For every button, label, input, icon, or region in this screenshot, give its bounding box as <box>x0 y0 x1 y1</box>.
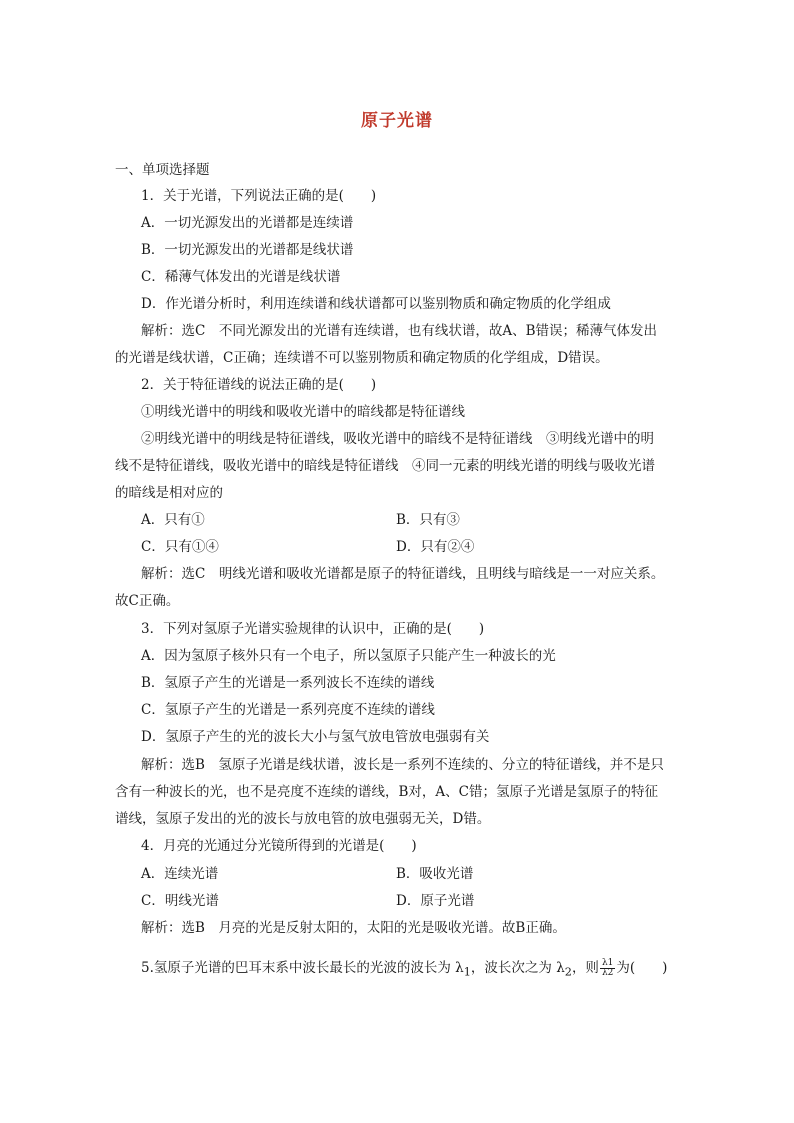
q1-option-b: B．一切光源发出的光谱都是线状谱 <box>141 242 354 258</box>
q1-option-a: A．一切光源发出的光谱都是连续谱 <box>141 215 354 231</box>
page-title: 原子光谱 <box>361 111 433 131</box>
q4-option-c: C．明线光谱 <box>141 893 219 909</box>
q5-subscript-2: 2 <box>564 965 572 979</box>
q5-stem-part-c: ，则 <box>571 960 599 976</box>
q1-answer-line1: 解析：选C 不同光源发出的光谱有连续谱，也有线状谱，故A、B错误；稀薄气体发出 <box>141 323 657 339</box>
q1-answer-line2: 的光谱是线状谱，C正确；连续谱不可以鉴别物质和确定物质的化学组成，D错误。 <box>115 350 609 366</box>
q3-option-b: B．氢原子产生的光谱是一系列波长不连续的谱线 <box>141 675 435 691</box>
q2-statement-2-line3: 的暗线是相对应的 <box>115 485 223 501</box>
q5-fraction <box>600 959 615 978</box>
q5-stem-part-b: ，波长次之为 λ <box>470 960 565 976</box>
q5-stem <box>141 958 686 983</box>
q5-fraction-numerator: λ1 <box>601 958 614 968</box>
q2-option-b: B．只有③ <box>396 512 460 528</box>
section-heading: 一、单项选择题 <box>115 162 210 178</box>
q3-stem: 3．下列对氢原子光谱实验规律的认识中，正确的是( ) <box>141 621 485 637</box>
q5-stem-part-a: 5.氢原子光谱的巴耳末系中波长最长的光波的波长为 λ <box>141 960 464 976</box>
q3-option-a: A．因为氢原子核外只有一个电子，所以氢原子只能产生一种波长的光 <box>141 648 556 664</box>
q1-stem: 1．关于光谱，下列说法正确的是( ) <box>141 188 377 204</box>
q2-option-a: A．只有① <box>141 512 205 528</box>
q4-answer-line1: 解析：选B 月亮的光是反射太阳的，太阳的光是吸收光谱。故B正确。 <box>141 920 566 936</box>
q2-stem: 2．关于特征谱线的说法正确的是( ) <box>141 377 377 393</box>
q2-option-d: D．只有②④ <box>396 539 475 555</box>
q2-answer-line2: 故C正确。 <box>115 593 180 609</box>
q4-stem: 4．月亮的光通过分光镜所得到的光谱是( ) <box>141 838 417 854</box>
q3-option-c: C．氢原子产生的光谱是一系列亮度不连续的谱线 <box>141 702 435 718</box>
q2-statement-2-line2: 线不是特征谱线，吸收光谱中的暗线是特征谱线 ④同一元素的明线光谱的明线与吸收光谱 <box>115 458 655 474</box>
q5-subscript-1: 1 <box>463 965 471 979</box>
q5-fraction-denominator: λ2 <box>601 968 614 978</box>
q2-statement-2-line1: ②明线光谱中的明线是特征谱线，吸收光谱中的暗线不是特征谱线 ③明线光谱中的明 <box>141 431 654 447</box>
q3-option-d: D．氢原子产生的光的波长大小与氢气放电管放电强弱有关 <box>141 729 490 745</box>
q1-option-d: D．作光谱分析时，利用连续谱和线状谱都可以鉴别物质和确定物质的化学组成 <box>141 296 611 312</box>
q2-statement-1: ①明线光谱中的明线和吸收光谱中的暗线都是特征谱线 <box>141 404 465 420</box>
q3-answer-line1: 解析：选B 氢原子光谱是线状谱，波长是一系列不连续的、分立的特征谱线，并不是只 <box>141 757 664 773</box>
q2-answer-line1: 解析：选C 明线光谱和吸收光谱都是原子的特征谱线，且明线与暗线是一一对应关系。 <box>141 566 665 582</box>
q4-option-d: D．原子光谱 <box>396 893 475 909</box>
q3-answer-line3: 谱线，氢原子发出的光的波长与放电管的放电强弱无关，D错。 <box>115 811 491 827</box>
q5-stem-part-d: 为( ) <box>616 960 668 976</box>
q4-option-a: A．连续光谱 <box>141 866 219 882</box>
q4-option-b: B．吸收光谱 <box>396 866 474 882</box>
q2-option-c: C．只有①④ <box>141 539 219 555</box>
q3-answer-line2: 含有一种波长的光，也不是亮度不连续的谱线，B对，A、C错；氢原子光谱是氢原子的特征 <box>115 784 658 800</box>
q1-option-c: C．稀薄气体发出的光谱是线状谱 <box>141 269 341 285</box>
